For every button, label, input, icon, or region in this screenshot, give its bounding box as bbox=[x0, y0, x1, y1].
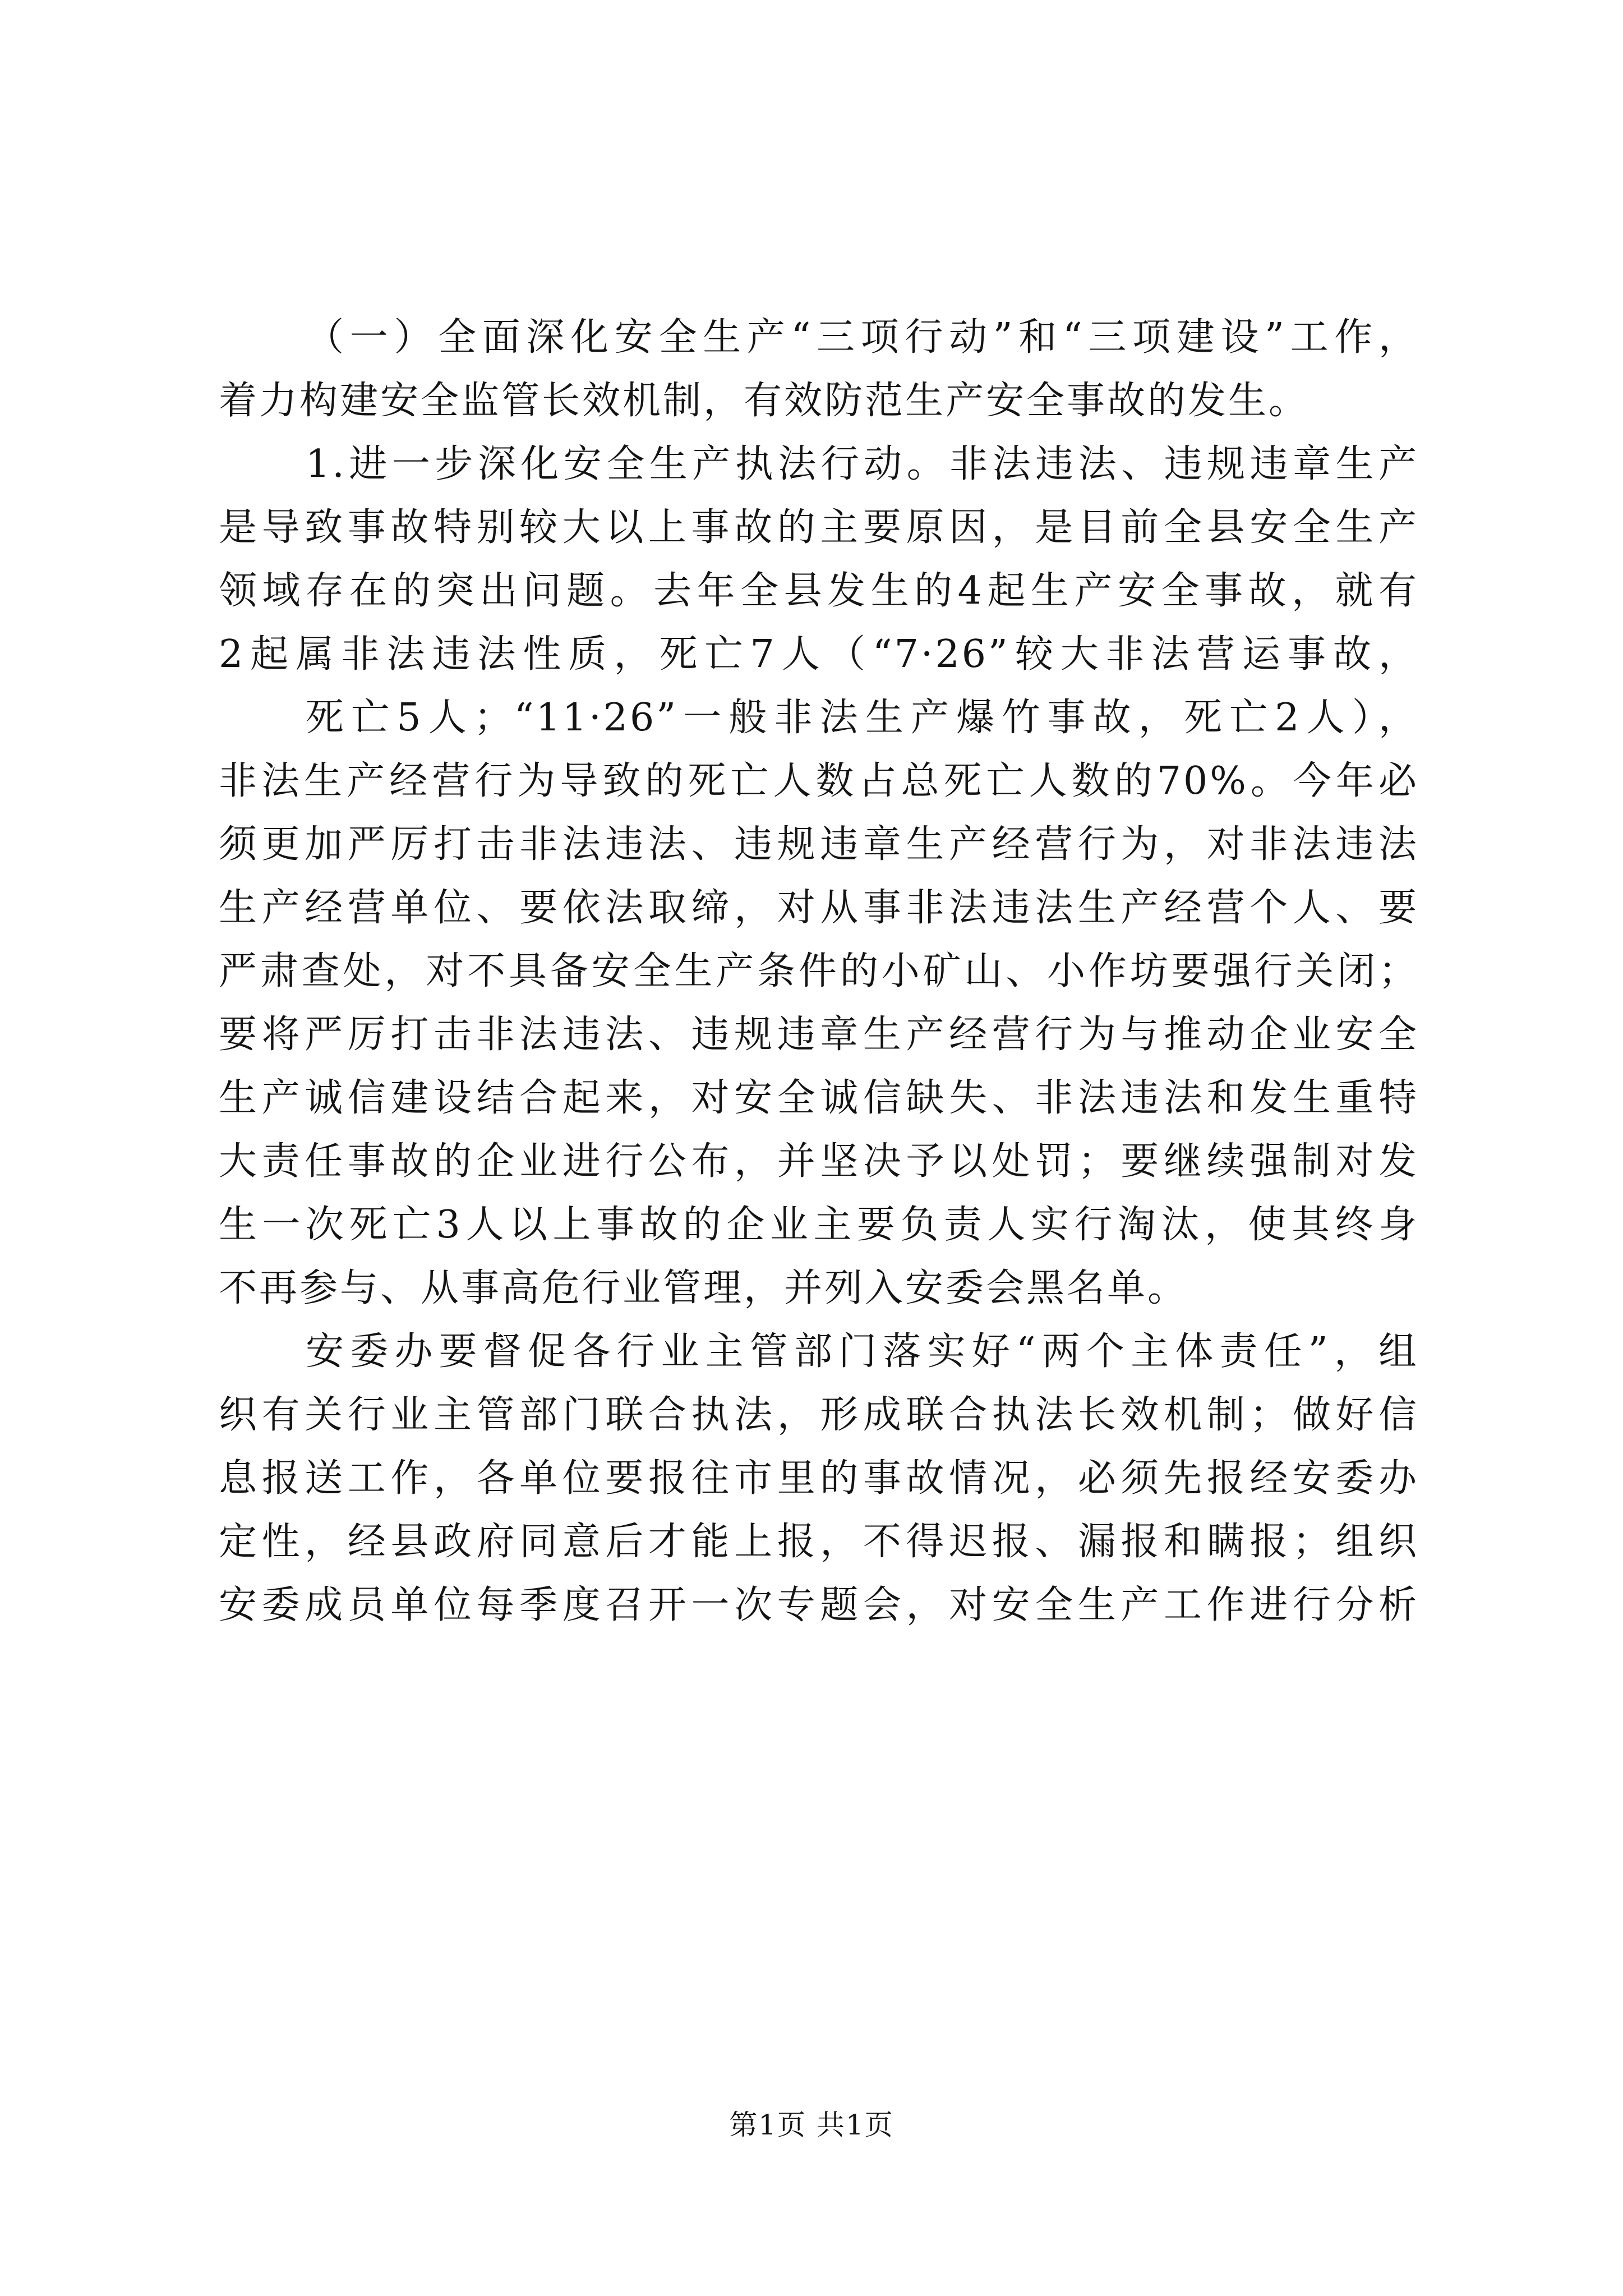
text-line: 安委成员单位每季度召开一次专题会，对安全生产工作进行分析 bbox=[219, 1583, 1419, 1627]
text-line: 生产诚信建设结合起来，对安全诚信缺失、非法违法和发生重特 bbox=[219, 1076, 1419, 1120]
document-body bbox=[219, 306, 1419, 1637]
paragraph-safety-office bbox=[219, 1320, 1419, 1637]
text-line: 着力构建安全监管长效机制，有效防范生产安全事故的发生。 bbox=[219, 379, 1310, 423]
text-line: 死亡5人；“11·26”一般非法生产爆竹事故，死亡2人）， bbox=[306, 696, 1419, 740]
page-number-label: 第1页 共1页 bbox=[729, 2109, 894, 2141]
text-line: 是导致事故特别较大以上事故的主要原因，是目前全县安全生产 bbox=[219, 505, 1419, 550]
text-line: （一）全面深化安全生产“三项行动”和“三项建设”工作， bbox=[306, 315, 1419, 360]
text-line: 织有关行业主管部门联合执法，形成联合执法长效机制；做好信 bbox=[219, 1393, 1419, 1437]
text-line: 要将严厉打击非法违法、违规违章生产经营行为与推动企业安全 bbox=[219, 1013, 1419, 1057]
text-line: 严肃查处，对不具备安全生产条件的小矿山、小作坊要强行关闭； bbox=[219, 949, 1419, 993]
text-line: 领域存在的突出问题。去年全县发生的4起生产安全事故，就有 bbox=[219, 569, 1419, 613]
text-line: 不再参与、从事高危行业管理，并列入安委会黑名单。 bbox=[219, 1266, 1188, 1310]
text-line: 2起属非法违法性质，死亡7人（“7·26”较大非法营运事故， bbox=[219, 632, 1419, 677]
paragraph-illegal-production bbox=[219, 686, 1419, 1320]
text-line: 大责任事故的企业进行公布，并坚决予以处罚；要继续强制对发 bbox=[219, 1139, 1419, 1184]
page-footer bbox=[0, 2102, 1623, 2143]
text-line: 安委办要督促各行业主管部门落实好“两个主体责任”，组 bbox=[306, 1329, 1419, 1374]
text-line: 须更加严厉打击非法违法、违规违章生产经营行为，对非法违法 bbox=[219, 822, 1419, 867]
text-line: 非法生产经营行为导致的死亡人数占总死亡人数的70%。今年必 bbox=[219, 759, 1419, 803]
paragraph-item-1 bbox=[219, 432, 1419, 686]
paragraph-section-heading bbox=[219, 306, 1419, 432]
text-line: 息报送工作，各单位要报往市里的事故情况，必须先报经安委办 bbox=[219, 1456, 1419, 1501]
text-line: 生一次死亡3人以上事故的企业主要负责人实行淘汰，使其终身 bbox=[219, 1203, 1419, 1247]
text-line: 生产经营单位、要依法取缔，对从事非法违法生产经营个人、要 bbox=[219, 886, 1419, 930]
text-line: 1.进一步深化安全生产执法行动。非法违法、违规违章生产 bbox=[306, 442, 1419, 486]
text-line: 定性，经县政府同意后才能上报，不得迟报、漏报和瞒报；组织 bbox=[219, 1520, 1419, 1564]
